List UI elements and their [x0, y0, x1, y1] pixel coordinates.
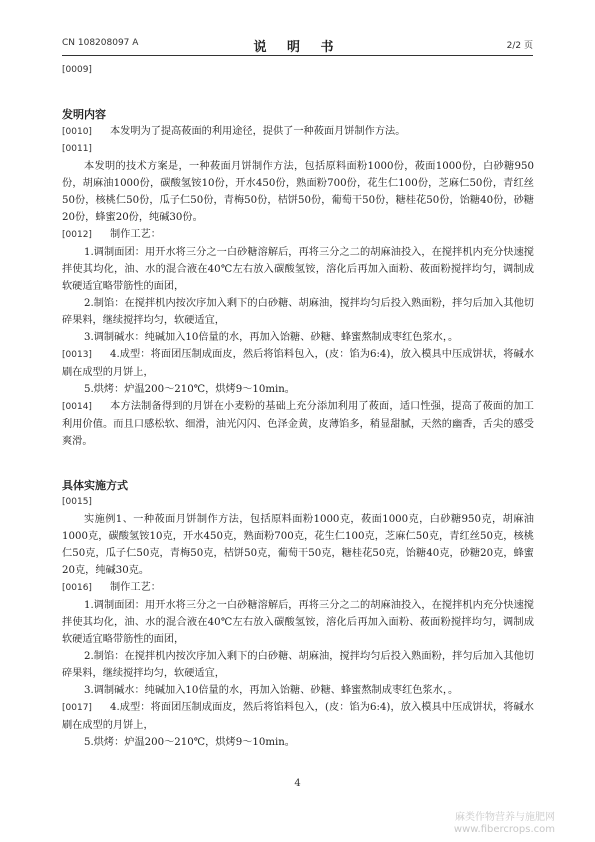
paragraph-tag: [0009] [62, 65, 92, 75]
paragraph-tag: [0016] [62, 583, 92, 593]
step-text: 3.调制碱水：纯碱加入10倍量的水，再加入饴糖、砂糖、蜂蜜熬制成枣红色浆水，。 [84, 332, 459, 343]
watermark-line: 麻类作物营养与施肥网 [455, 812, 555, 823]
paragraph: [0017] 4.成型：将面团压制成面皮，然后将馅料包入，(皮：馅为6:4)，放入模具中压成饼状，将碱水刷在成型的月饼上， [62, 702, 534, 731]
paragraph-tag: [0011] [62, 144, 92, 154]
header-rule [62, 55, 533, 56]
step-text: 5.烘烤：炉温200～210℃，烘烤9～10min。 [84, 384, 295, 395]
paragraph-tag: [0017] [62, 703, 92, 713]
step-text: 5.烘烤：炉温200～210℃，烘烤9～10min。 [84, 737, 295, 748]
step-text: 1.调制面团：用开水将三分之一白砂糖溶解后，再将三分之二的胡麻油投入，在搅拌机内充分快速搅拌使其均化，油、水的混合液在40℃左右放入碳酸氢铵，溶化后再加入面粉、莜面粉搅拌均匀，调制成软硬适宜略带筋性的面团， [62, 600, 534, 645]
paragraph: [0016] 制作工艺： [62, 579, 534, 597]
paragraph-tag: [0015] [62, 497, 92, 507]
paragraph: [0014] 本方法制备得到的月饼在小麦粉的基础上充分添加利用了莜面，适口性强，提高了莜面的加工利用价值。而且口感松软、细滑，油光闪闪、色泽金黄，皮薄馅多，稍显甜腻，天然的幽香，舌尖的感受爽滑。 [62, 401, 534, 447]
paragraph: 本发明的技术方案是，一种莜面月饼制作方法，包括原料面粉1000份，莜面1000份，白砂糖950份，胡麻油1000份，碳酸氢铵10份，开水450份，熟面粉700份，花生仁100份，芝麻仁50份，青红丝50份，核桃仁50份，瓜子仁50份，青梅50份，桔饼50份，葡萄干50份，糖桂花50份，饴糖40份，砂糖20份，蜂蜜20份，纯碱30份。 [62, 161, 534, 223]
section-title: 具体实施方式 [62, 479, 128, 492]
paragraph: 实施例1、一种莜面月饼制作方法，包括原料面粉1000克，莜面1000克，白砂糖950克，胡麻油1000克，碳酸氢铵10克，开水450克，熟面粉700克，花生仁100克，芝麻仁50克，青红丝50克，核桃仁50克，瓜子仁50克，青梅50克，桔饼50克，葡萄干50克，糖桂花50克，饴糖40克，砂糖20克，蜂蜜20克，纯碱30克。 [62, 514, 534, 576]
page-number: 4 [294, 778, 301, 789]
document-title: 说 明 书 [253, 40, 342, 55]
page-header [62, 36, 533, 54]
step-text: 2.制馅：在搅拌机内按次序加入剩下的白砂糖、胡麻油，搅拌均匀后投入熟面粉，拌匀后加入其他切碎果料，继续搅拌均匀，软硬适宜， [62, 651, 534, 679]
paragraph-tag: [0013] [62, 350, 92, 360]
publication-number: CN 108208097 A [62, 38, 139, 48]
step-text: 1.调制面团：用开水将三分之一白砂糖溶解后，再将三分之二的胡麻油投入，在搅拌机内充分快速搅拌使其均化，油、水的混合液在40℃左右放入碳酸氢铵，溶化后再加入面粉、莜面粉搅拌均匀，调制成软硬适宜略带筋性的面团， [62, 247, 534, 292]
paragraph-tag: [0012] [62, 230, 92, 240]
page-indicator: 2/2 页 [506, 41, 533, 51]
paragraph: [0010] 本发明为了提高莜面的利用途径，提供了一种莜面月饼制作方法。 [62, 123, 534, 141]
paragraph-tag: [0010] [62, 127, 92, 137]
watermark [454, 812, 555, 836]
paragraph: [0012] 制作工艺： [62, 226, 534, 244]
paragraph-tag: [0014] [62, 402, 92, 412]
paragraph: [0013] 4.成型：将面团压制成面皮，然后将馅料包入，(皮：馅为6:4)，放入模具中压成饼状，将碱水刷在成型的月饼上， [62, 349, 534, 378]
step-text: 3.调制碱水：纯碱加入10倍量的水，再加入饴糖、砂糖、蜂蜜熬制成枣红色浆水，。 [84, 685, 459, 696]
watermark-line: www.fibercrops.com [453, 824, 555, 835]
step-text: 2.制馅：在搅拌机内按次序加入剩下的白砂糖、胡麻油，搅拌均匀后投入熟面粉，拌匀后加入其他切碎果料，继续搅拌均匀，软硬适宜， [62, 298, 534, 326]
section-title: 发明内容 [62, 108, 106, 121]
document-body [62, 62, 534, 751]
